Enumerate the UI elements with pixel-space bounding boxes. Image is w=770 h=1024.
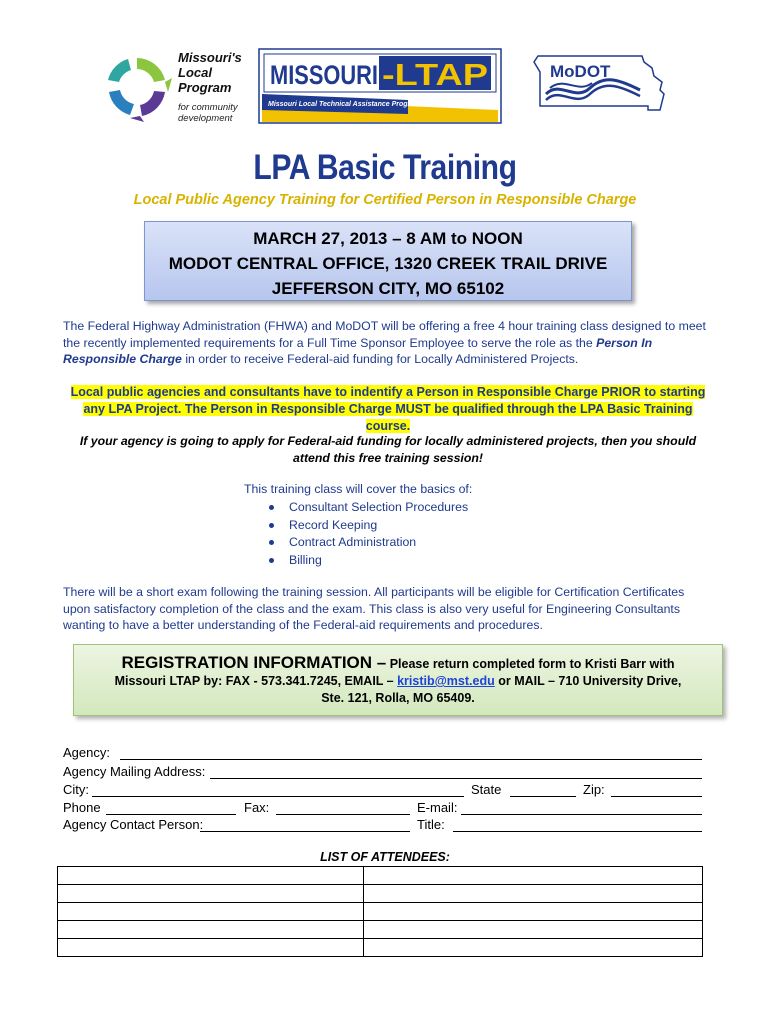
attendee-name-cell[interactable]: [58, 903, 364, 921]
table-row: [58, 867, 703, 885]
attend-note: If your agency is going to apply for Federal-aid funding for locally administered projects, then you should attend this free training session!: [79, 434, 697, 465]
prc-emphasis: Person In Responsible Charge: [63, 335, 653, 366]
svg-text:MoDOT: MoDOT: [550, 62, 611, 81]
email-field[interactable]: [461, 814, 702, 815]
agency-label: Agency:: [63, 745, 110, 760]
city-field[interactable]: [92, 796, 464, 797]
table-row: [58, 939, 703, 957]
email-link[interactable]: kristib@mst.edu: [397, 674, 495, 688]
registration-box: [73, 644, 723, 716]
event-city: JEFFERSON CITY, MO 65102: [271, 279, 505, 298]
contact-label: Agency Contact Person:: [63, 817, 204, 832]
list-item: Consultant Selection Procedures: [262, 499, 468, 517]
state-field[interactable]: [510, 796, 576, 797]
attendee-name-cell[interactable]: [58, 885, 364, 903]
requirement-highlight: Local public agencies and consultants have to indentify a Person in Responsible Charge PRIOR to starting any LPA Project. The Person in Responsible Charge MUST be qualified through the LPA Basic Training course.: [70, 385, 706, 433]
mailing-label: Agency Mailing Address:: [63, 764, 206, 779]
mlp-tagline: for community development: [178, 102, 238, 124]
attendee-title-cell[interactable]: [364, 885, 703, 903]
list-item: Record Keeping: [262, 517, 468, 535]
attendee-name-cell[interactable]: [58, 921, 364, 939]
intro-paragraph: The Federal Highway Administration (FHWA) and MoDOT will be offering a free 4 hour training class designed to meet the recently implemented requirements for a Full Time Sponsor Employee to serve the role as the Person In Responsible Charge in order to receive Federal-aid funding for Locally Administered Projects.: [63, 319, 706, 366]
fax-label: Fax:: [244, 800, 270, 815]
mailing-field[interactable]: [210, 778, 702, 779]
bullet-icon: [269, 558, 274, 563]
svg-text:-LTAP: -LTAP: [382, 57, 488, 92]
event-details-box: [144, 221, 632, 301]
event-date: MARCH 27, 2013 – 8 AM to NOON: [253, 229, 523, 248]
state-label: State: [471, 782, 502, 797]
zip-label: Zip:: [583, 782, 605, 797]
mlp-name: Missouri's Local Program: [178, 50, 242, 95]
page-title: LPA Basic Training: [253, 148, 517, 187]
table-row: [58, 903, 703, 921]
svg-text:Missouri Local Technical Assis: Missouri Local Technical Assistance Program: [268, 101, 421, 108]
bullet-icon: [269, 505, 274, 510]
table-row: [58, 921, 703, 939]
attendees-title: LIST OF ATTENDEES:: [320, 850, 450, 864]
attendee-title-cell[interactable]: [364, 921, 703, 939]
bullet-icon: [269, 523, 274, 528]
attendee-title-cell[interactable]: [364, 903, 703, 921]
attendee-name-cell[interactable]: [58, 867, 364, 885]
table-row: [58, 885, 703, 903]
attendee-title-cell[interactable]: [364, 867, 703, 885]
registration-heading: REGISTRATION INFORMATION –: [121, 653, 387, 672]
modot-logo: [530, 50, 670, 116]
attendees-table: [57, 866, 703, 957]
city-label: City:: [63, 782, 89, 797]
modot-state-icon: [530, 50, 670, 116]
zip-field[interactable]: [611, 796, 702, 797]
page-subtitle: Local Public Agency Training for Certified Person in Responsible Charge: [133, 192, 637, 208]
attendee-name-cell[interactable]: [58, 939, 364, 957]
mlp-ring-icon: [102, 52, 172, 122]
missouri-ltap-logo: [258, 48, 502, 124]
attendee-title-cell[interactable]: [364, 939, 703, 957]
exam-paragraph: There will be a short exam following the training session. All participants will be eligible for Certification Certificates upon satisfactory completion of the class and the exam. This class is also very useful for Engineering Consultants wanting to have a better understanding of the Federal-aid requirements and procedures.: [63, 585, 685, 632]
phone-label: Phone: [63, 800, 101, 815]
list-item: Billing: [262, 552, 468, 570]
registration-line3: Ste. 121, Rolla, MO 65409.: [321, 691, 475, 705]
coverage-list: [262, 499, 468, 569]
event-venue: MODOT CENTRAL OFFICE, 1320 CREEK TRAIL DRIVE: [168, 254, 608, 273]
contact-field[interactable]: [200, 831, 410, 832]
fax-field[interactable]: [276, 814, 410, 815]
title-label: Title:: [417, 817, 445, 832]
ltap-emblem-icon: [258, 48, 502, 124]
registration-line2: Missouri LTAP by: FAX - 573.341.7245, EMAIL – kristib@mst.edu or MAIL – 710 University Drive,: [114, 674, 682, 688]
list-item: Contract Administration: [262, 534, 468, 552]
email-label: E-mail:: [417, 800, 458, 815]
title-field[interactable]: [453, 831, 702, 832]
svg-text:MISSOURI: MISSOURI: [270, 60, 378, 90]
agency-field[interactable]: [120, 759, 702, 760]
missouri-local-program-logo: [102, 44, 242, 130]
bullet-icon: [269, 540, 274, 545]
registration-line1: REGISTRATION INFORMATION – Please return completed form to Kristi Barr with: [121, 653, 675, 672]
coverage-intro: This training class will cover the basics of:: [244, 482, 473, 496]
phone-field[interactable]: [106, 814, 236, 815]
